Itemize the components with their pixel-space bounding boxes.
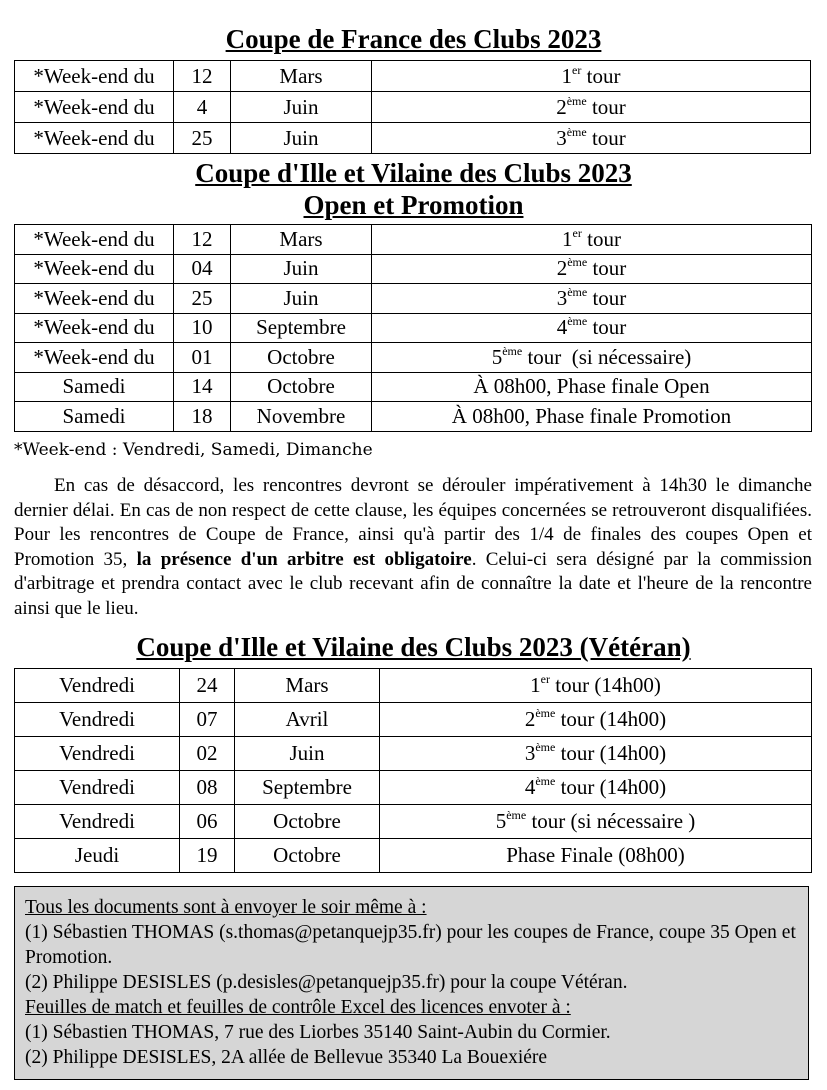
cell-month: Octobre [231, 343, 372, 373]
open-promotion-table [14, 224, 812, 432]
round-number: 4 [556, 315, 568, 340]
cell-month: Septembre [231, 313, 372, 343]
rules-bold-text: la présence d'un arbitre est obligatoire [136, 548, 472, 570]
cell-month: Mars [235, 669, 380, 703]
cell-date: 4 [174, 92, 231, 123]
event-text: tour (si nécessaire ) [526, 809, 696, 833]
schedule-row [15, 61, 811, 92]
title-coupe-france: Coupe de France des Clubs 2023 [225, 24, 602, 54]
round-number: 1 [561, 63, 573, 88]
round-number: 2 [524, 707, 536, 731]
cell-date: 06 [180, 805, 235, 839]
address-desisles: (2) Philippe DESISLES, 2A allée de Bellevue 35340 La Bouexiére [25, 1047, 548, 1068]
cell-month: Juin [231, 92, 372, 123]
event-text: À 08h00, Phase finale Open [473, 374, 710, 399]
cell-date: 14 [174, 372, 231, 402]
event-text: tour [586, 94, 626, 119]
event-text: tour (14h00) [550, 673, 661, 697]
cell-day: Vendredi [15, 703, 180, 737]
rules-text: En cas de désaccord, les rencontres devront se dérouler impérativement à 14h30 le dimanche dernier délai. En cas de non respect de cette clause, les équipes concernées se retrouveront disqualifiées. Pour les rencontres de Coupe de France, ainsi qu'à partir des 1/4 de finales des coupes Open et Promotion 35, [14, 475, 812, 570]
cell-day: *Week-end du [15, 254, 174, 284]
cell-month: Novembre [231, 402, 372, 432]
veteran-table [14, 668, 812, 873]
weekend-note: *Week-end : Vendredi, Samedi, Dimanche [14, 440, 373, 460]
cell-day: *Week-end du [15, 123, 174, 154]
cell-month: Juin [235, 737, 380, 771]
contact-thomas: (1) Sébastien THOMAS (s.thomas@petanquejp35.fr) pour les coupes de France, coupe 35 Open et Promotion. [25, 922, 796, 968]
cell-month: Mars [231, 225, 372, 255]
schedule-row [15, 313, 812, 343]
schedule-row [15, 254, 812, 284]
cell-day: Samedi [15, 402, 174, 432]
event-text: tour (14h00) [555, 741, 667, 765]
round-suffix: ème [535, 740, 556, 754]
cell-event [372, 372, 812, 402]
cell-month: Avril [235, 703, 380, 737]
event-text: tour [587, 315, 627, 340]
title-veteran: Coupe d'Ille et Vilaine des Clubs 2023 (Vétéran) [136, 632, 691, 662]
cell-date: 04 [174, 254, 231, 284]
schedule-row [15, 805, 812, 839]
round-number: 5 [491, 344, 503, 369]
cell-event [372, 402, 812, 432]
cell-date: 01 [174, 343, 231, 373]
event-text: tour [586, 125, 626, 150]
round-number: 3 [556, 285, 568, 310]
cell-day: Jeudi [15, 839, 180, 873]
rules-text-end: . Celui-ci sera désigné par la commission d'arbitrage et prendra contact avec le club recevant afin de connaître la date et l'heure de la rencontre ainsi que le lieu. [14, 548, 812, 619]
cell-date: 18 [174, 402, 231, 432]
cell-day: *Week-end du [15, 284, 174, 314]
event-text: tour (14h00) [555, 775, 667, 799]
round-suffix: ème [566, 124, 587, 139]
cell-day: *Week-end du [15, 61, 174, 92]
cell-event [372, 254, 812, 284]
cell-event [372, 123, 811, 154]
cell-date: 12 [174, 225, 231, 255]
schedule-row [15, 284, 812, 314]
round-suffix: er [540, 672, 550, 686]
schedule-row [15, 669, 812, 703]
cell-event [372, 92, 811, 123]
cell-event [380, 805, 812, 839]
cell-event [372, 313, 812, 343]
event-text: À 08h00, Phase finale Promotion [451, 403, 732, 428]
title-coupe-ille-vilaine: Coupe d'Ille et Vilaine des Clubs 2023 [195, 158, 632, 188]
cell-date: 24 [180, 669, 235, 703]
cell-day: Samedi [15, 372, 174, 402]
cell-month: Juin [231, 284, 372, 314]
schedule-row [15, 92, 811, 123]
round-number: 3 [556, 125, 567, 150]
rules-paragraph [14, 474, 812, 621]
cell-date: 19 [180, 839, 235, 873]
schedule-row [15, 225, 812, 255]
cell-event [380, 737, 812, 771]
cell-event [380, 839, 812, 873]
sheets-heading: Feuilles de match et feuilles de contrôle Excel des licences envoter à : [25, 997, 571, 1018]
cell-month: Octobre [235, 839, 380, 873]
round-suffix: ème [502, 343, 523, 358]
cell-month: Septembre [235, 771, 380, 805]
round-suffix: ème [535, 706, 556, 720]
cell-event [380, 669, 812, 703]
round-suffix: ème [506, 808, 527, 822]
round-number: 1 [530, 673, 541, 697]
round-suffix: ème [567, 314, 588, 329]
round-suffix: ème [535, 774, 556, 788]
event-text: tour [581, 226, 621, 251]
coupe-france-table [14, 60, 811, 154]
cell-event [380, 703, 812, 737]
cell-event [372, 61, 811, 92]
schedule-row [15, 703, 812, 737]
cell-date: 10 [174, 313, 231, 343]
round-number: 2 [556, 94, 567, 119]
schedule-row [15, 839, 812, 873]
cell-event [372, 284, 812, 314]
cell-day: *Week-end du [15, 92, 174, 123]
schedule-row [15, 737, 812, 771]
cell-date: 08 [180, 771, 235, 805]
round-number: 5 [495, 809, 507, 833]
documents-heading: Tous les documents sont à envoyer le soir même à : [25, 897, 427, 918]
cell-event [372, 343, 812, 373]
round-suffix: er [572, 225, 582, 240]
cell-date: 12 [174, 61, 231, 92]
cell-month: Juin [231, 254, 372, 284]
address-thomas: (1) Sébastien THOMAS, 7 rue des Liorbes 35140 Saint-Aubin du Cormier. [25, 1022, 611, 1043]
schedule-row [15, 343, 812, 373]
cell-date: 02 [180, 737, 235, 771]
title-open-promotion: Open et Promotion [303, 190, 524, 220]
cell-day: Vendredi [15, 737, 180, 771]
event-text: tour [587, 285, 627, 310]
event-text: Phase Finale (08h00) [506, 843, 685, 867]
cell-month: Octobre [231, 372, 372, 402]
round-number: 2 [556, 256, 568, 281]
schedule-row [15, 771, 812, 805]
cell-event [380, 771, 812, 805]
event-text: tour (14h00) [555, 707, 667, 731]
schedule-row [15, 372, 812, 402]
contact-desisles: (2) Philippe DESISLES (p.desisles@petanquejp35.fr) pour la coupe Vétéran. [25, 972, 628, 993]
cell-month: Juin [231, 123, 372, 154]
schedule-row [15, 123, 811, 154]
cell-date: 25 [174, 123, 231, 154]
cell-day: *Week-end du [15, 313, 174, 343]
round-suffix: ème [567, 255, 588, 270]
round-number: 4 [524, 775, 536, 799]
round-suffix: ème [566, 93, 587, 108]
cell-month: Octobre [235, 805, 380, 839]
cell-day: Vendredi [15, 771, 180, 805]
event-text: tour [581, 63, 621, 88]
round-suffix: er [572, 62, 582, 77]
event-text: tour [587, 256, 627, 281]
round-suffix: ème [567, 284, 588, 299]
cell-day: *Week-end du [15, 343, 174, 373]
cell-month: Mars [231, 61, 372, 92]
cell-day: Vendredi [15, 805, 180, 839]
cell-day: Vendredi [15, 669, 180, 703]
cell-date: 07 [180, 703, 235, 737]
cell-day: *Week-end du [15, 225, 174, 255]
round-number: 1 [562, 226, 573, 251]
round-number: 3 [524, 741, 536, 765]
cell-event [372, 225, 812, 255]
cell-date: 25 [174, 284, 231, 314]
event-text: tour (si nécessaire) [522, 344, 692, 369]
info-box [14, 886, 809, 1080]
schedule-row [15, 402, 812, 432]
